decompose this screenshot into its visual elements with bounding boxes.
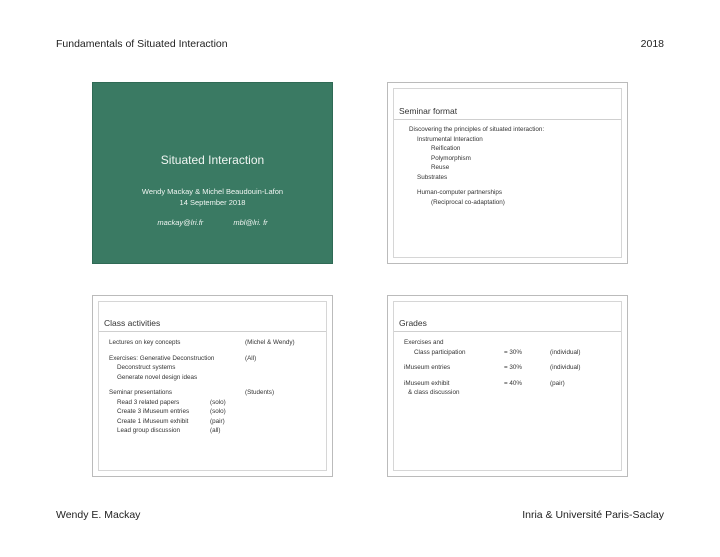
slide2-line: Reification [431,145,461,152]
activity-row [109,417,225,427]
activity-row [109,363,214,373]
grade-weight: = 40% [504,379,523,387]
grade-row [404,388,465,398]
footer-author: Wendy E. Mackay [56,509,141,521]
grade-label: Class participation [414,348,466,356]
activity-label: Deconstruct systems [117,364,176,371]
grade-mode: (pair) [550,379,565,387]
slide1-date: 14 September 2018 [179,198,246,207]
activity-row [109,407,226,417]
grade-label: Exercises and [404,339,444,346]
header-year: 2018 [640,38,664,50]
grade-label: & class discussion [408,389,460,396]
header-title: Fundamentals of Situated Interaction [56,38,228,50]
activity-who: (all) [210,427,221,434]
slide2-line: Discovering the principles of situated interaction: [409,126,545,133]
activity-label: Read 3 related papers [117,398,180,406]
slide1-authors: Wendy Mackay & Michel Beaudouin-Lafon [141,187,284,196]
activity-row [109,338,295,348]
slide-grades [387,295,628,477]
activity-label: Create 1 iMuseum exhibit [117,417,189,425]
slide2-line: Polymorphism [431,154,471,162]
slide-title [92,82,333,264]
slide2-title: Seminar format [399,106,458,116]
activity-label: Seminar presentations [109,389,173,396]
grade-row [404,363,581,373]
activity-who: (solo) [210,398,226,406]
activity-row [109,398,226,408]
activity-label: Exercises: Generative Deconstruction [109,354,215,362]
activity-who: (Students) [245,389,275,396]
slide-seminar-format [387,82,628,264]
activity-who: (pair) [210,417,225,425]
activity-label: Lead group discussion [117,427,181,434]
grade-mode: (individual) [550,364,581,371]
slide2-line: Instrumental Interaction [417,135,483,143]
slide1-title: Situated Interaction [160,153,265,167]
grade-row [404,348,581,358]
slide1-emails [93,218,332,227]
slide4-title: Grades [399,318,427,328]
slide3-title: Class activities [104,318,161,328]
grade-weight: = 30% [504,348,523,356]
slide2-line: Substrates [417,173,448,181]
activity-row [109,426,221,436]
slide2-body [409,125,544,207]
footer-institution: Inria & Université Paris-Saclay [522,509,664,521]
slide-class-activities [92,295,333,477]
activity-label: Create 3 iMuseum entries [117,408,190,415]
slide1-email-mbl[interactable]: mbl@lri. fr [233,218,268,227]
grade-row [404,338,465,348]
slide1-email-mackay[interactable]: mackay@lri.fr [157,218,204,227]
activity-row [109,388,275,398]
activity-who: (Michel & Wendy) [245,339,295,346]
slide3-divider [99,331,326,332]
slide2-line: Reuse [431,164,450,171]
slide3-body [109,338,295,436]
slide1-authors-block [93,186,332,208]
grade-label: iMuseum exhibit [404,379,450,387]
slide4-divider [394,331,621,332]
slide2-line: Human-computer partnerships [417,189,503,196]
slide4-body [404,338,581,398]
slide2-line: (Reciprocal co-adaptation) [431,198,505,206]
activity-label: Lectures on key concepts [109,339,181,346]
grade-row [404,379,565,389]
activity-who: (All) [245,354,257,362]
activity-row [109,373,214,383]
activity-row [109,354,257,364]
grade-mode: (individual) [550,348,581,356]
activity-who: (solo) [210,408,226,415]
grade-label: iMuseum entries [404,364,451,371]
slide2-divider [394,119,621,120]
grade-weight: = 30% [504,364,523,371]
activity-label: Generate novel design ideas [117,373,198,381]
